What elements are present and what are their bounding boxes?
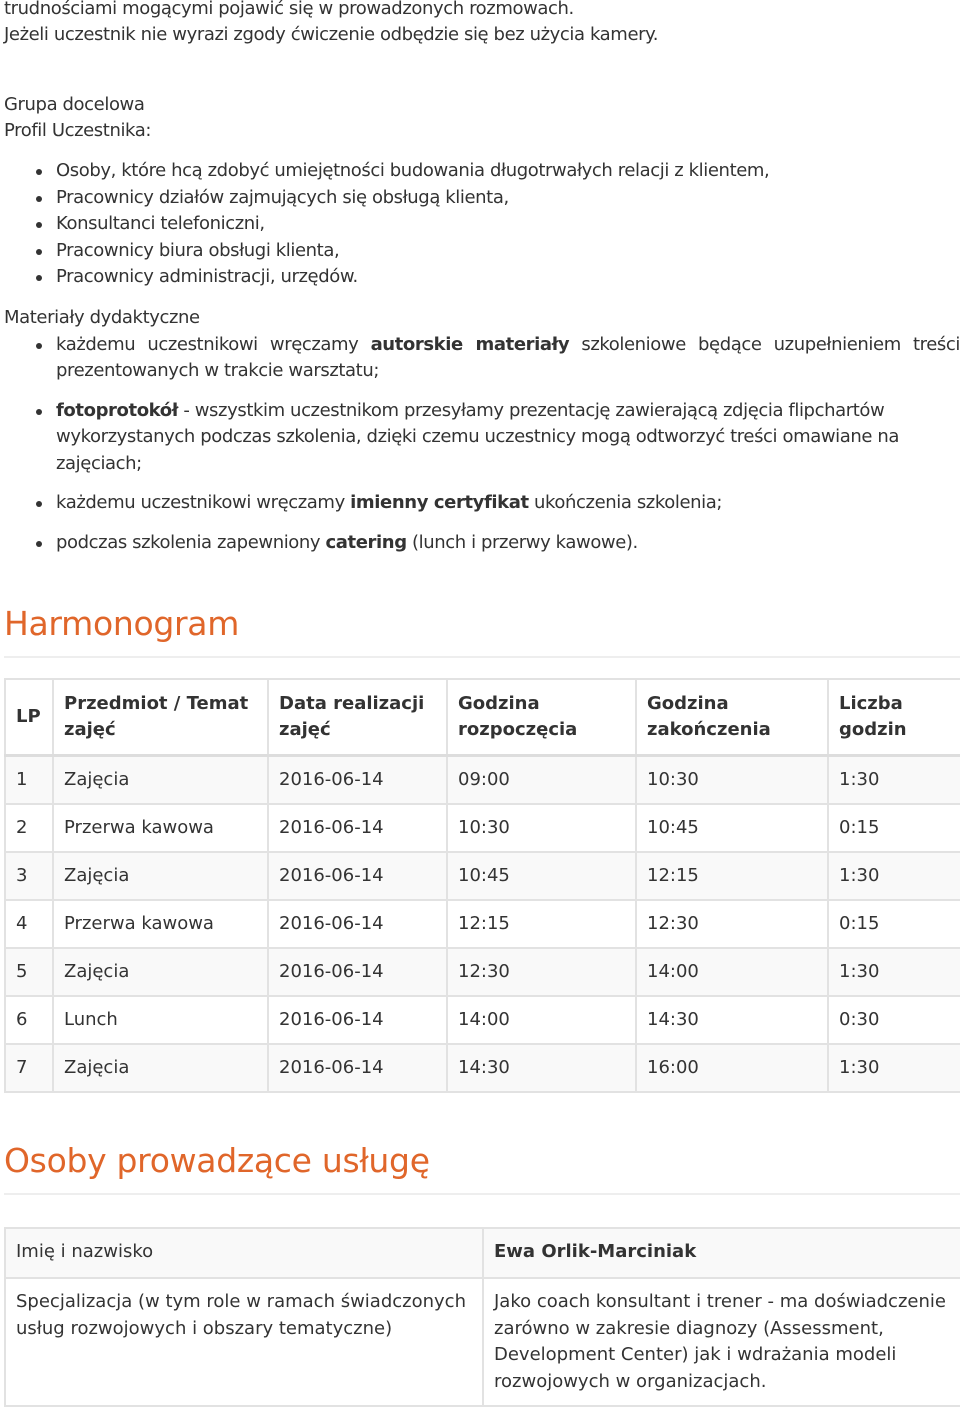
materials-text: ukończenia szkolenia; (528, 492, 723, 513)
cell-start: 09:00 (447, 756, 636, 805)
cell-hours: 0:30 (828, 996, 960, 1044)
cell-subject: Przerwa kawowa (53, 900, 268, 948)
table-row (5, 804, 960, 852)
cell-date: 2016-06-14 (268, 1044, 447, 1092)
header-hours: Liczba godzin (828, 679, 960, 756)
materials-text: - wszystkim uczestnikom przesyłamy prezentację zawierającą zdjęcia flipchartów (178, 399, 885, 421)
trainer-name-label: Imię i nazwisko (5, 1228, 483, 1278)
cell-date: 2016-06-14 (268, 804, 447, 852)
cell-end: 14:30 (636, 996, 828, 1044)
cell-lp: 3 (5, 852, 53, 900)
profile-label: Profil Uczestnika: (4, 120, 152, 141)
table-row (5, 1044, 960, 1092)
materials-list (4, 332, 960, 557)
intro-line-1: trudnościami mogącymi pojawić się w prowadzonych rozmowach. (4, 0, 574, 19)
materials-text: szkoleniowe będące uzupełnieniem treści prezentowanych w trakcie warsztatu; (56, 333, 960, 381)
cell-lp: 5 (5, 948, 53, 996)
materials-bold: autorskie materiały (370, 333, 570, 355)
materials-item-photo-protocol (56, 398, 960, 478)
cell-end: 10:30 (636, 756, 828, 805)
table-row (5, 996, 960, 1044)
cell-start: 14:00 (447, 996, 636, 1044)
list-item: Konsultanci telefoniczni, (56, 211, 960, 238)
materials-item-handouts (56, 332, 960, 385)
page (4, 0, 960, 1407)
materials-text: wykorzystanych podczas szkolenia, dzięki czemu uczestnicy mogą odtworzyć treści omawiane na (56, 426, 900, 447)
list-item: Pracownicy biura obsługi klienta, (56, 238, 960, 265)
trainer-spec-label: Specjalizacja (w tym role w ramach świadczonych usług rozwojowych i obszary tematyczne) (5, 1278, 483, 1406)
cell-date: 2016-06-14 (268, 852, 447, 900)
header-start-time: Godzina rozpoczęcia (447, 679, 636, 756)
materials-item-catering (56, 530, 960, 557)
list-item: Pracownicy działów zajmujących się obsługą klienta, (56, 185, 960, 212)
target-group-title: Grupa docelowa (4, 94, 145, 115)
cell-end: 12:30 (636, 900, 828, 948)
table-row (5, 1278, 960, 1406)
table-row (5, 1228, 960, 1278)
cell-lp: 1 (5, 756, 53, 805)
cell-date: 2016-06-14 (268, 948, 447, 996)
cell-subject: Zajęcia (53, 756, 268, 805)
table-header-row (5, 679, 960, 756)
cell-hours: 1:30 (828, 852, 960, 900)
cell-start: 12:30 (447, 948, 636, 996)
materials-item-certificate (56, 490, 960, 517)
cell-subject: Przerwa kawowa (53, 804, 268, 852)
trainer-name-value (483, 1228, 960, 1278)
cell-end: 12:15 (636, 852, 828, 900)
cell-date: 2016-06-14 (268, 900, 447, 948)
materials-bold: imienny certyfikat (350, 492, 529, 513)
cell-lp: 6 (5, 996, 53, 1044)
cell-end: 10:45 (636, 804, 828, 852)
list-item: Pracownicy administracji, urzędów. (56, 264, 960, 291)
materials-text: podczas szkolenia zapewniony (56, 531, 326, 553)
heading-divider (4, 656, 960, 658)
header-date: Data realizacji zajęć (268, 679, 447, 756)
cell-end: 16:00 (636, 1044, 828, 1092)
cell-subject: Zajęcia (53, 852, 268, 900)
schedule-table (4, 678, 960, 1093)
trainer-spec-value: Jako coach konsultant i trener - ma doświadczenie zarówno w zakresie diagnozy (Assessment, Development Center) jak i wdrażania modeli rozwojowych w organizacjach. (483, 1278, 960, 1406)
materials-title: Materiały dydaktyczne (4, 306, 200, 328)
table-row (5, 948, 960, 996)
cell-start: 10:45 (447, 852, 636, 900)
materials-bold: fotoprotokół (56, 399, 178, 421)
header-subject: Przedmiot / Temat zajęć (53, 679, 268, 756)
cell-lp: 4 (5, 900, 53, 948)
cell-hours: 1:30 (828, 1044, 960, 1092)
trainers-table (4, 1227, 960, 1407)
header-end-time: Godzina zakończenia (636, 679, 828, 756)
trainers-heading: Osoby prowadzące usługę (4, 1141, 430, 1180)
heading-divider (4, 1193, 960, 1195)
cell-subject: Zajęcia (53, 1044, 268, 1092)
cell-lp: 7 (5, 1044, 53, 1092)
cell-lp: 2 (5, 804, 53, 852)
materials-bold: catering (325, 531, 407, 553)
trainer-name: Ewa Orlik-Marciniak (494, 1241, 697, 1262)
cell-start: 14:30 (447, 1044, 636, 1092)
cell-start: 12:15 (447, 900, 636, 948)
list-item: Osoby, które hcą zdobyć umiejętności budowania długotrwałych relacji z klientem, (56, 158, 960, 185)
cell-hours: 0:15 (828, 900, 960, 948)
table-row (5, 900, 960, 948)
materials-text: (lunch i przerwy kawowe). (406, 531, 638, 553)
materials-text: każdemu uczestnikowi wręczamy (56, 492, 351, 513)
materials-text: zajęciach; (56, 452, 142, 474)
table-row (5, 756, 960, 805)
cell-date: 2016-06-14 (268, 756, 447, 805)
cell-subject: Lunch (53, 996, 268, 1044)
profile-list (4, 158, 960, 291)
cell-hours: 0:15 (828, 804, 960, 852)
table-row (5, 852, 960, 900)
cell-subject: Zajęcia (53, 948, 268, 996)
cell-end: 14:00 (636, 948, 828, 996)
intro-line-2: Jeżeli uczestnik nie wyrazi zgody ćwiczenie odbędzie się bez użycia kamery. (4, 24, 659, 45)
materials-text: każdemu uczestnikowi wręczamy (56, 333, 371, 355)
cell-date: 2016-06-14 (268, 996, 447, 1044)
header-lp: LP (5, 679, 53, 756)
cell-start: 10:30 (447, 804, 636, 852)
schedule-heading: Harmonogram (4, 604, 240, 643)
cell-hours: 1:30 (828, 756, 960, 805)
cell-hours: 1:30 (828, 948, 960, 996)
